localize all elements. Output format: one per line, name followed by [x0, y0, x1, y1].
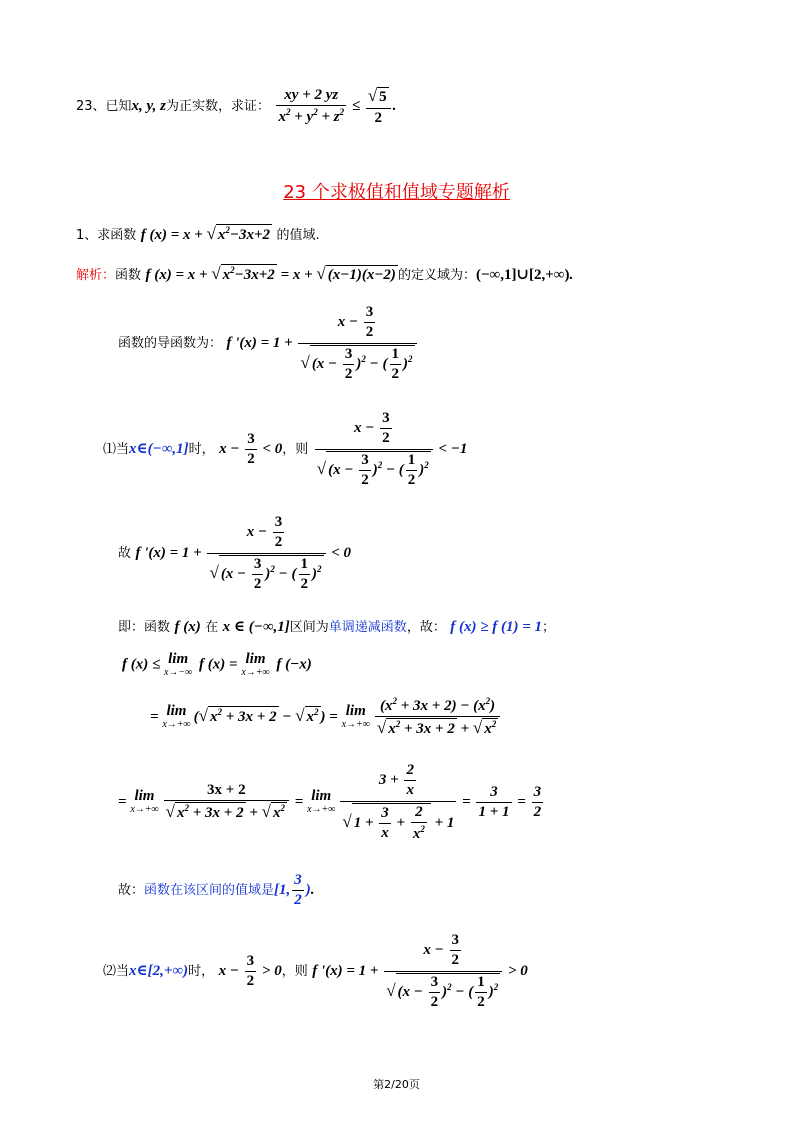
range-1-value: [1, $\frac{3}{2}$ )	[274, 872, 311, 909]
case-1-ineq: x − $\frac{3}{2}$ < 0	[219, 430, 283, 467]
derivative-text: 函数的导函数为：	[118, 335, 223, 351]
mono-semicolon: ；	[542, 620, 556, 635]
problem-23-text: 为正实数，求证：	[166, 98, 271, 114]
case-1-condition: x∈(−∞,1]	[129, 440, 189, 457]
analysis-function: f (x) = x + √ $x^2-3x+2 = x$ + √ (x−1)(x−2)	[145, 264, 396, 283]
so-1-formula: f '(x) = 1 + x − $\frac{3}{2}$ √ (x − $\frac{3}{2}$ )$^2$ − ( $\frac{1}{2}$ )$^2$ < 0	[135, 514, 352, 592]
case-1-then: ，则	[282, 441, 309, 457]
question-1-tail: 的值域.	[276, 228, 320, 243]
question-1-function: f (x) = x + √ $x^2-3x+2$	[140, 224, 271, 243]
case-2-result: f '(x) = 1 + x − $\frac{3}{2}$ √ (x − $\frac{3}{2}$ )$^2$ − ( $\frac{1}{2}$ )$^2$ > 0	[312, 932, 528, 1010]
derivative-formula: f '(x) = 1 + x − $\frac{3}{2}$ √ (x − $\frac{3}{2}$ )$^2$ − ( $\frac{1}{2}$ )$^2$	[226, 335, 418, 351]
question-1-label: 1、求函数	[76, 228, 137, 243]
case-2-then: ，则	[281, 963, 308, 979]
case-2-ineq: x − $\frac{3}{2}$ > 0	[218, 952, 282, 989]
page-number: 第2/20页	[373, 1078, 420, 1091]
problem-23-vars: x, y, z	[131, 97, 166, 114]
analysis-domain: (−∞,1]∪[2,+∞)	[475, 267, 570, 283]
analysis-text1: 函数	[115, 268, 142, 283]
so-1-label: 故	[118, 545, 132, 561]
question-1	[76, 224, 320, 245]
analysis-line: 解析：函数 f (x) = x + √ $x^2-3x+2 = x$ + √ (x−1)(x−2) 的定义域为：(−∞,1]∪[2,+∞).	[76, 264, 574, 283]
case-1-result: x − $\frac{3}{2}$ √ (x − $\frac{3}{2}$ )$^2$ − ( $\frac{1}{2}$ )$^2$ < −1	[316, 410, 468, 488]
problem-23	[76, 86, 396, 127]
mono-text4: ，故：	[406, 620, 446, 635]
case-2-label: ⑵当	[103, 963, 130, 979]
analysis-text2: 的定义域为：	[397, 268, 476, 283]
case-1-label: ⑴当	[103, 441, 130, 457]
case-2-condition: x∈[2,+∞)	[129, 962, 189, 979]
case-1-when: 时，	[188, 441, 215, 457]
limit-line-1: f (x) ≤ lim x→−∞ f (x) = lim x→+∞ f (−x)	[122, 651, 312, 678]
case-1	[103, 410, 467, 489]
mono-f: f (x)	[174, 619, 201, 635]
section-title: 23 个求极值和值域专题解析	[283, 182, 510, 203]
mono-text3: 区间为	[289, 620, 329, 635]
case-2-when: 时，	[188, 963, 215, 979]
limit-line-2: = lim x→+∞ (√ $x^2 + 3x + 2$ − √ $x^2$ ) = lim x→+∞ $\frac{(x^2 + 3x + 2) - (x^2)}{√ x^2 + 3x + 2 + √ x^2}$	[150, 696, 502, 739]
monotonic-line	[118, 616, 555, 636]
mono-interval: x ∈ (−∞,1]	[222, 619, 290, 635]
case-2	[103, 932, 528, 1011]
mono-text1: 即：函数	[118, 620, 171, 635]
so-1	[118, 514, 351, 593]
analysis-label: 解析：	[76, 268, 116, 283]
mono-result: f (x) ≥ f (1) = 1	[450, 619, 543, 635]
derivative-line	[118, 304, 419, 383]
mono-decreasing: 单调递减函数	[328, 620, 407, 635]
problem-23-label: 23、已知	[76, 98, 132, 114]
inequality: $\frac{xy + 2 yz}{x^2 + y^2 + z^2}$ ≤ $\frac{√ 5}{2}$ .	[278, 86, 397, 126]
mono-text2: 在	[205, 620, 219, 635]
range-1-text: 函数在该区间的值域是	[144, 883, 275, 899]
limit-line-3: = lim x→+∞ $\frac{3x + 2}{√ x^2 + 3x + 2 + √ x^2}$ = lim x→+∞ 3 + $\frac{2}{x}$ √ 1 + $\frac{3}{x}$ + $\frac{2}{x^2}$ + 1 = $\frac{3}{1 + 1}$ = $\frac{3}{2}$	[118, 762, 542, 842]
range-1-label: 故：	[118, 883, 145, 899]
range-1: 故：函数在该区间的值域是[1, $\frac{3}{2}$ ).	[118, 872, 315, 909]
